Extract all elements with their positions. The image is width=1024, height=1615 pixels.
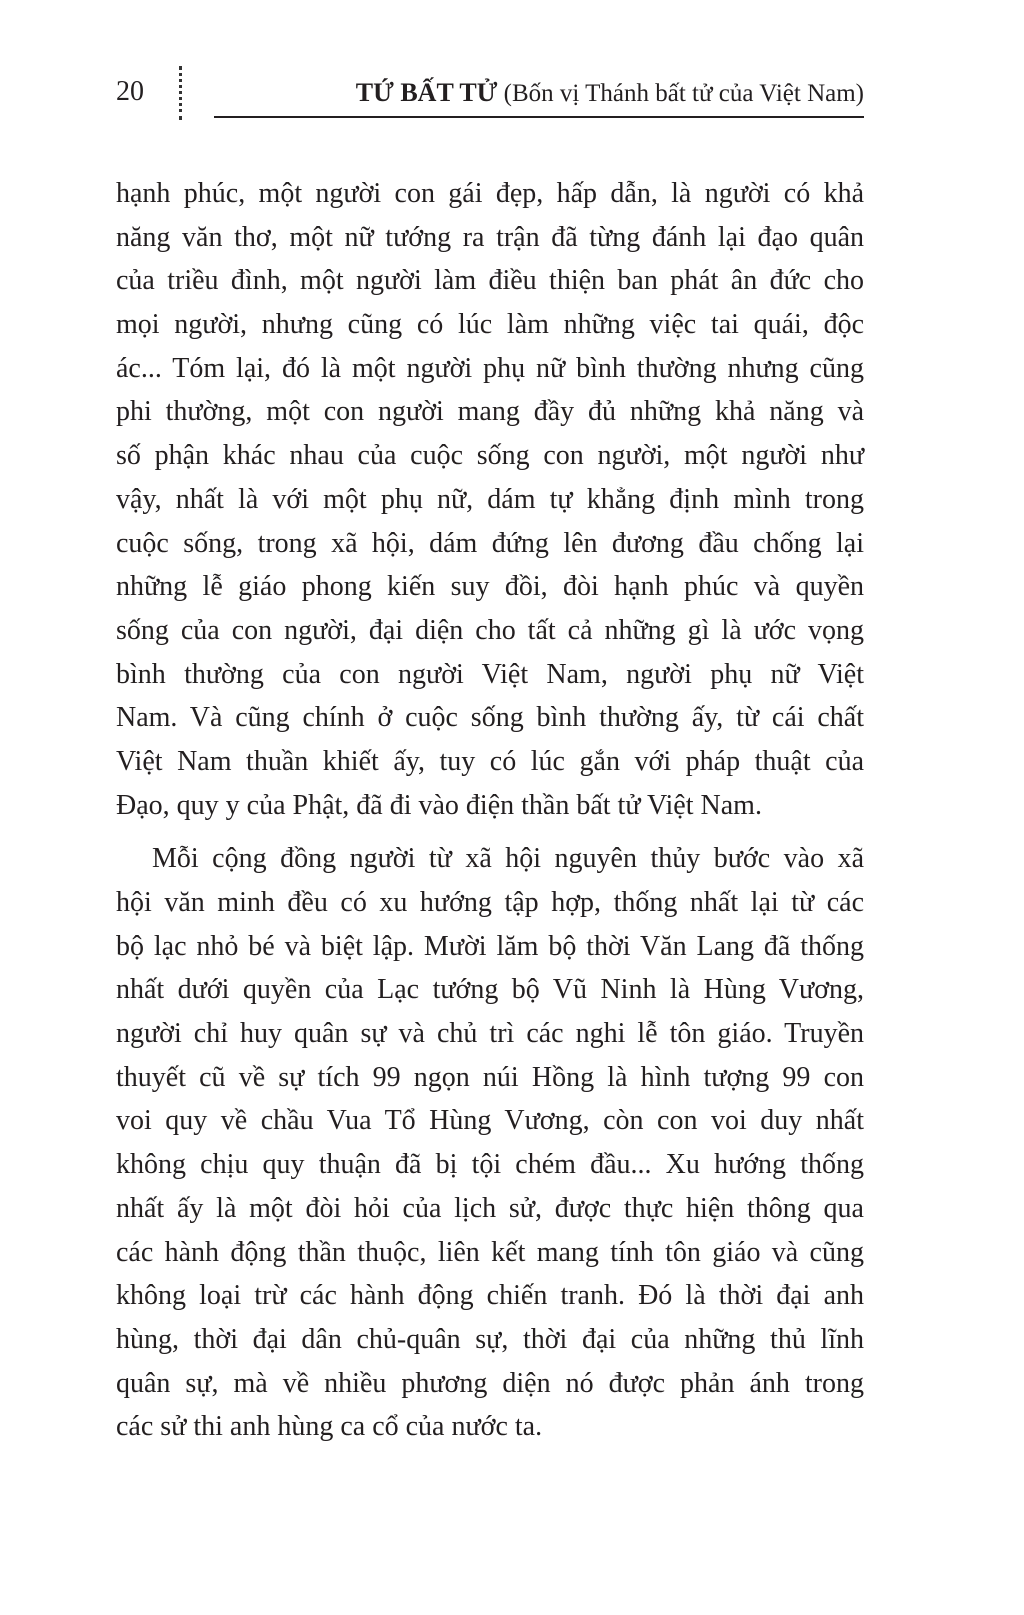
page-body	[116, 172, 864, 1459]
text-line: các sử thi anh hùng ca cổ của nước ta.	[116, 1411, 543, 1443]
text-line: phi thường, một con người mang đầy đủ những khả năng và	[116, 396, 864, 428]
book-title: TỨ BẤT TỬ	[355, 78, 498, 107]
text-line: các hành động thần thuộc, liên kết mang tính tôn giáo và cũng	[116, 1236, 864, 1268]
running-title	[356, 78, 864, 108]
text-line: hạnh phúc, một người con gái đẹp, hấp dẫn, là người có khả	[116, 178, 864, 209]
text-line: không loại trừ các hành động chiến tranh. Đó là thời đại anh	[116, 1280, 864, 1312]
text-line: hội văn minh đều có xu hướng tập hợp, thống nhất lại từ các	[116, 887, 864, 918]
text-line: bộ lạc nhỏ bé và biệt lập. Mười lăm bộ thời Văn Lang đã thống	[116, 930, 864, 962]
text-line: Mỗi cộng đồng người từ xã hội nguyên thủy bước vào xã	[152, 843, 864, 875]
text-line: người chỉ huy quân sự và chủ trì các nghi lễ tôn giáo. Truyền	[116, 1018, 864, 1050]
paragraph	[116, 837, 864, 1449]
text-line: Đạo, quy y của Phật, đã đi vào điện thần bất tử Việt Nam.	[116, 789, 762, 821]
text-line: voi quy về chầu Vua Tổ Hùng Vương, còn con voi duy nhất	[116, 1105, 864, 1137]
text-line: ác... Tóm lại, đó là một người phụ nữ bình thường nhưng cũng	[116, 352, 864, 384]
page-number: 20	[116, 76, 144, 107]
text-line: sống của con người, đại diện cho tất cả những gì là ước vọng	[116, 614, 864, 646]
text-line: năng văn thơ, một nữ tướng ra trận đã từng đánh lại đạo quân	[116, 221, 864, 253]
text-line: nhất dưới quyền của Lạc tướng bộ Vũ Ninh là Hùng Vương,	[116, 974, 864, 1006]
header-vertical-divider	[179, 66, 185, 120]
text-line: bình thường của con người Việt Nam, người phụ nữ Việt	[116, 658, 864, 690]
book-subtitle: (Bốn vị Thánh bất tử của Việt Nam)	[503, 80, 864, 107]
text-line: Nam. Và cũng chính ở cuộc sống bình thường ấy, từ cái chất	[116, 702, 864, 734]
text-line: của triều đình, một người làm điều thiện ban phát ân đức cho	[116, 265, 864, 297]
text-line: nhất ấy là một đòi hỏi của lịch sử, được thực hiện thông qua	[116, 1192, 864, 1224]
header-rule	[214, 116, 864, 118]
text-line: vậy, nhất là với một phụ nữ, dám tự khẳng định mình trong	[116, 483, 864, 515]
text-line: số phận khác nhau của cuộc sống con người, một người như	[116, 440, 864, 472]
text-line: những lễ giáo phong kiến suy đồi, đòi hạnh phúc và quyền	[116, 571, 864, 603]
paragraph	[116, 172, 864, 827]
text-line: cuộc sống, trong xã hội, dám đứng lên đương đầu chống lại	[116, 527, 864, 559]
text-line: không chịu quy thuận đã bị tội chém đầu... Xu hướng thống	[116, 1149, 864, 1181]
text-line: hùng, thời đại dân chủ-quân sự, thời đại của những thủ lĩnh	[116, 1323, 864, 1355]
text-line: Việt Nam thuần khiết ấy, tuy có lúc gắn với pháp thuật của	[116, 745, 864, 777]
text-line: thuyết cũ về sự tích 99 ngọn núi Hồng là hình tượng 99 con	[116, 1061, 864, 1093]
text-line: mọi người, nhưng cũng có lúc làm những việc tai quái, độc	[116, 309, 864, 341]
text-line: quân sự, mà về nhiều phương diện nó được phản ánh trong	[116, 1367, 864, 1399]
